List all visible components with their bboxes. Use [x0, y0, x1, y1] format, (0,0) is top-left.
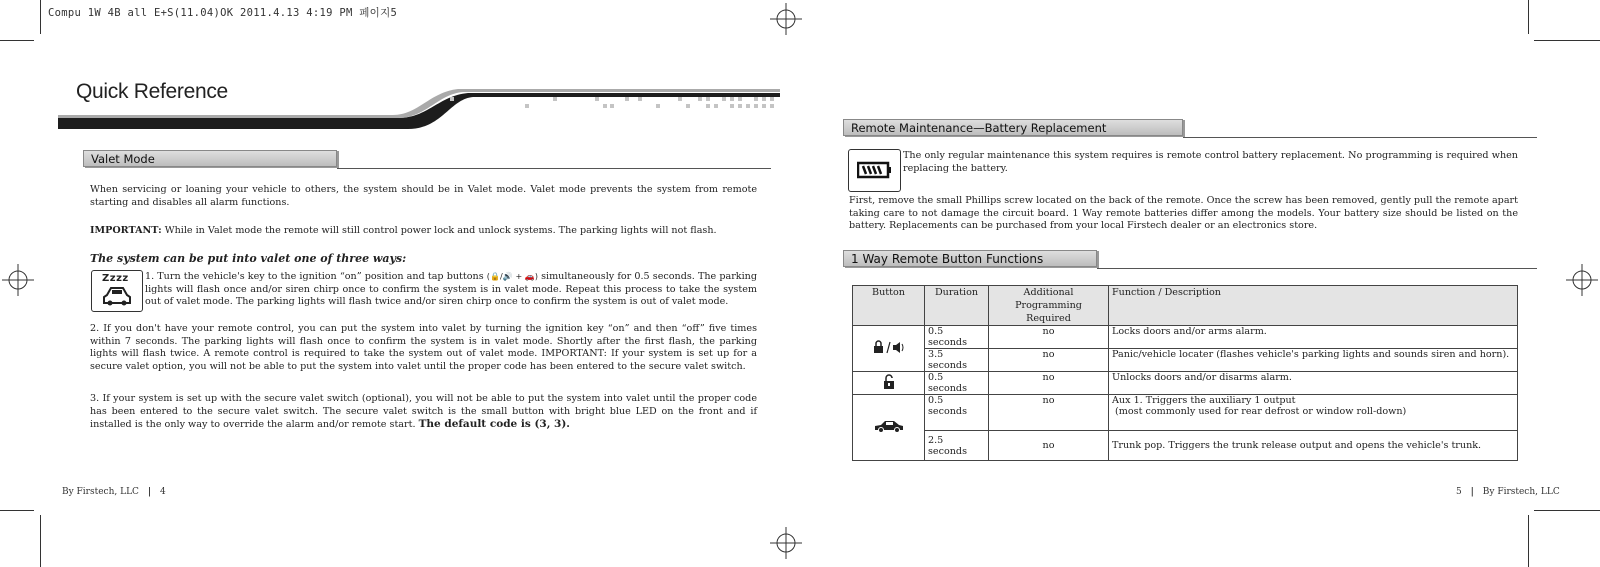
valet-mode-heading: Valet Mode — [83, 150, 337, 167]
section-rule — [1097, 268, 1537, 269]
function-cell: Panic/vehicle locater (flashes vehicle's parking lights and sounds siren and horn). — [1109, 349, 1518, 372]
valet-way-3 — [90, 393, 757, 432]
button-cell — [853, 372, 925, 395]
col-function: Function / Description — [1109, 286, 1518, 326]
valet-way-2: 2. If you don't have your remote control, you can put the system into valet by turning the ignition key “on” and then “off” five times within 7 seconds. The parking lights will flash once to confirm the system is in valet mode. Shortly after the first flash, the parking lights will flash twice. A remote control is required to take the system out of valet mode. IMPORTANT: If your system is set up for a secure valet option, you will not be able to put the system into valet until the proper code has been entered to the secure valet switch. — [90, 323, 757, 372]
way1-text-a: 1. Turn the vehicle's key to the ignition “on” position and tap buttons — [145, 271, 484, 282]
function-cell: Locks doors and/or arms alarm. — [1109, 326, 1518, 349]
programming-cell: no — [989, 326, 1109, 349]
duration-cell: 0.5 seconds — [925, 326, 989, 349]
way1-text-b: simultaneously for 0.5 seconds. The parking lights will flash once and/or siren chirp once to confirm the system is in valet mode. Repeat this process to take the system out of valet mode. The parking lights will flash twice and/or siren chirp once to confirm the system is out of valet mode. — [145, 271, 757, 308]
programming-cell: no — [989, 349, 1109, 372]
function-note: (most commonly used for rear defrost or window roll-down) — [1112, 406, 1407, 417]
registration-mark-right — [1566, 264, 1598, 296]
important-label: IMPORTANT: — [90, 225, 162, 236]
car-trunk-icon — [873, 418, 905, 434]
table-row — [853, 326, 1518, 349]
ways-heading: The system can be put into valet one of three ways: — [90, 252, 407, 265]
footer-page-number: 5 — [1456, 487, 1462, 497]
footer-company: By Firstech, LLC — [1482, 487, 1560, 497]
registration-mark-bottom — [770, 527, 802, 559]
duration-cell: 0.5 seconds — [925, 372, 989, 395]
battery-icon-box — [848, 149, 901, 192]
programming-cell: no — [989, 372, 1109, 395]
table-row — [853, 349, 1518, 372]
valet-way-1 — [145, 271, 757, 309]
duration-cell: 2.5 seconds — [925, 431, 989, 461]
valet-intro: When servicing or loaning your vehicle to others, the system should be in Valet mode. Valet mode prevents the system from remote starting and disables all alarm functions. — [90, 184, 757, 208]
important-text: While in Valet mode the remote will still control power lock and unlock systems. The parking lights will not flash. — [161, 225, 717, 236]
unlock-icon — [881, 374, 897, 390]
table-row — [853, 431, 1518, 461]
lock-siren-icon — [872, 339, 906, 355]
valet-important — [90, 225, 757, 238]
way3-text: 3. If your system is set up with the secure valet switch (optional), you will not be able to put the system into valet until the proper code has been entered to the secure valet switch. The secure valet switch is the small button with bright blue LED on the front and if installed is the only way to override the alarm and/or remote start. — [90, 393, 757, 431]
function-cell — [1109, 395, 1518, 431]
col-button: Button — [853, 286, 925, 326]
battery-p2: First, remove the small Phillips screw located on the back of the remote. Once the screw has been removed, gently pull the remote apart taking care to not damage the circuit board. 1 Way remote batteries differ among the models. Your battery size should be listed on the battery. Replacements can be purchased from your local Firstech dealer or an electronics store. — [849, 195, 1518, 232]
button-functions-heading: 1 Way Remote Button Functions — [843, 250, 1097, 267]
battery-icon — [857, 161, 893, 179]
section-rule — [1183, 137, 1537, 138]
footer-divider: | — [1470, 487, 1474, 497]
way1-buttons: (🔒/🔊 + 🚗) — [486, 272, 538, 281]
button-functions-table — [852, 285, 1518, 461]
function-cell: Trunk pop. Triggers the trunk release output and opens the vehicle's trunk. — [1109, 431, 1518, 461]
programming-cell: no — [989, 395, 1109, 431]
table-row — [853, 372, 1518, 395]
button-cell — [853, 395, 925, 461]
default-code: The default code is (3, 3). — [418, 418, 570, 431]
duration-cell: 3.5 seconds — [925, 349, 989, 372]
battery-p1: The only regular maintenance this system requires is remote control battery replacement. No programming is required when replacing the battery. — [903, 150, 1518, 174]
registration-mark-top — [770, 3, 802, 35]
duration-cell: 0.5 seconds — [925, 395, 989, 431]
left-footer — [62, 487, 166, 497]
button-cell — [853, 326, 925, 372]
programming-cell: no — [989, 431, 1109, 461]
title-banner-graphic — [58, 88, 780, 132]
function-text: Aux 1. Triggers the auxiliary 1 output — [1112, 395, 1296, 406]
col-duration: Duration — [925, 286, 989, 326]
registration-mark-left — [2, 264, 34, 296]
footer-page-number: 4 — [159, 487, 166, 497]
footer-company: By Firstech, LLC — [62, 487, 139, 497]
page-title: Quick Reference — [76, 80, 228, 103]
section-rule — [337, 168, 771, 169]
print-header: Compu 1W 4B all E+S(11.04)OK 2011.4.13 4:19 PM 페이지5 — [48, 7, 398, 19]
function-cell: Unlocks doors and/or disarms alarm. — [1109, 372, 1518, 395]
valet-icon-box — [91, 270, 143, 312]
right-footer — [1456, 487, 1560, 497]
table-row — [853, 395, 1518, 431]
battery-heading: Remote Maintenance—Battery Replacement — [843, 119, 1183, 136]
footer-divider: | — [147, 487, 152, 497]
table-header-row — [853, 286, 1518, 326]
sleeping-car-icon — [102, 285, 132, 307]
zzz-label: Zzzz — [102, 273, 129, 284]
col-programming: Additional Programming Required — [989, 286, 1109, 326]
